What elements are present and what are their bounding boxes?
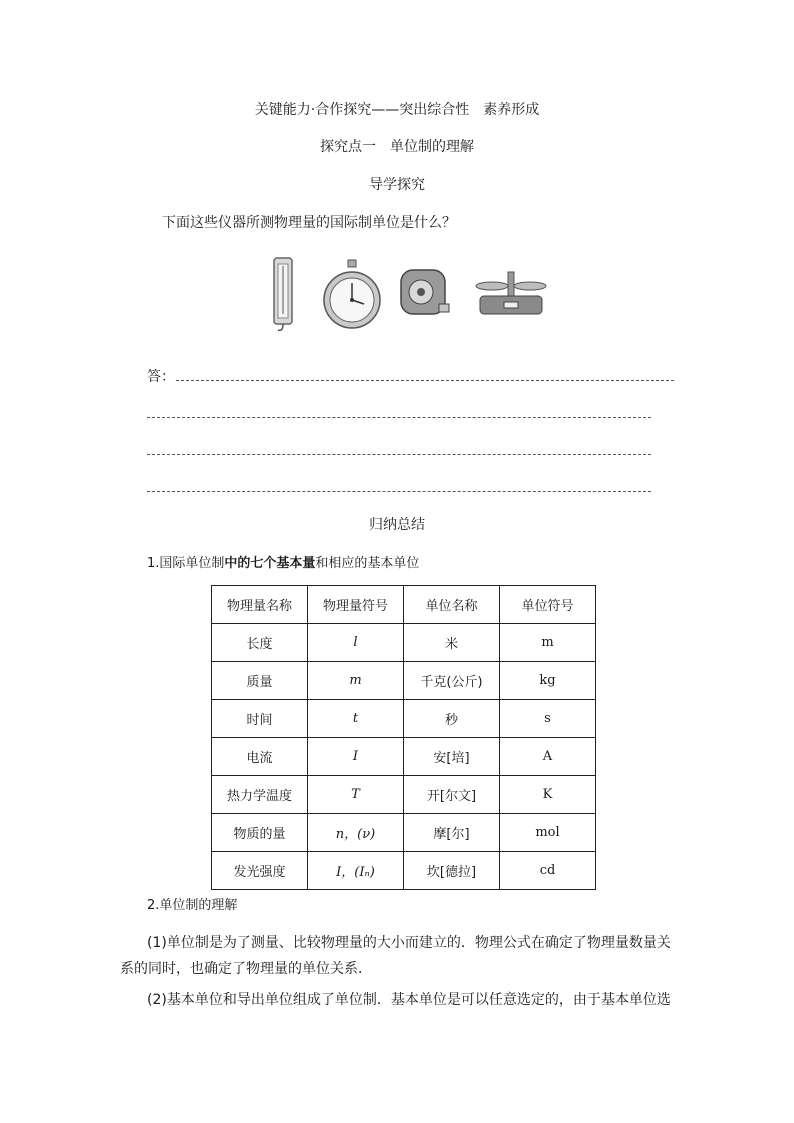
unit-name: 摩[尔] — [404, 814, 500, 852]
section-title: 关键能力·合作探究——突出综合性 素养形成 — [254, 102, 540, 118]
quantity-symbol: I — [308, 738, 404, 776]
instrument-images — [0, 256, 794, 336]
guided-heading: 导学探究 — [369, 177, 425, 193]
unit-symbol: s — [500, 700, 596, 738]
table-header-row — [212, 586, 596, 624]
table-header-cell: 物理量名称 — [212, 586, 308, 624]
table-row — [212, 700, 596, 738]
unit-symbol: kg — [500, 662, 596, 700]
quantity-name: 质量 — [212, 662, 308, 700]
unit-name: 秒 — [404, 700, 500, 738]
quantity-name: 物质的量 — [212, 814, 308, 852]
quantity-symbol: m — [308, 662, 404, 700]
unit-symbol: A — [500, 738, 596, 776]
unit-name: 开[尔文] — [404, 776, 500, 814]
si-units-table — [211, 585, 596, 890]
table-row — [212, 624, 596, 662]
quantity-name: 长度 — [212, 624, 308, 662]
tape-measure-icon — [399, 256, 451, 326]
table-header-cell: 单位名称 — [404, 586, 500, 624]
table-header-cell: 单位符号 — [500, 586, 596, 624]
answer-label: 答： — [147, 369, 175, 385]
table-row — [212, 776, 596, 814]
paragraph-2: (2)基本单位和导出单位组成了单位制．基本单位是可以任意选定的，由于基本单位选 — [147, 992, 671, 1008]
quantity-symbol: I，(Iₙ) — [308, 852, 404, 890]
quantity-symbol: t — [308, 700, 404, 738]
table-row — [212, 738, 596, 776]
unit-name: 千克(公斤) — [404, 662, 500, 700]
unit-symbol: mol — [500, 814, 596, 852]
quantity-symbol: n，(ν) — [308, 814, 404, 852]
section-1-title: 1.国际单位制中的七个基本量和相应的基本单位 — [147, 556, 420, 571]
table-row — [212, 814, 596, 852]
question-text: 下面这些仪器所测物理量的国际制单位是什么？ — [162, 215, 456, 231]
table-row — [212, 662, 596, 700]
quantity-name: 时间 — [212, 700, 308, 738]
quantity-name: 发光强度 — [212, 852, 308, 890]
unit-name: 安[培] — [404, 738, 500, 776]
answer-line[interactable] — [147, 454, 651, 455]
quantity-name: 电流 — [212, 738, 308, 776]
section-2-title: 2.单位制的理解 — [147, 898, 238, 913]
answer-line[interactable] — [176, 380, 674, 381]
answer-line[interactable] — [147, 417, 651, 418]
stopwatch-icon — [322, 256, 382, 334]
unit-symbol: m — [500, 624, 596, 662]
balance-scale-icon — [474, 256, 548, 326]
unit-symbol: K — [500, 776, 596, 814]
answer-line[interactable] — [147, 491, 651, 492]
subsection-title: 探究点一 单位制的理解 — [320, 139, 474, 155]
summary-heading: 归纳总结 — [369, 517, 425, 533]
unit-symbol: cd — [500, 852, 596, 890]
paragraph-1: (1)单位制是为了测量、比较物理量的大小而建立的．物理公式在确定了物理量数量关系的同时，也确定了物理量的单位关系． — [120, 935, 671, 977]
spring-scale-icon — [272, 256, 296, 334]
quantity-symbol: T — [308, 776, 404, 814]
quantity-symbol: l — [308, 624, 404, 662]
table-header-cell: 物理量符号 — [308, 586, 404, 624]
quantity-name: 热力学温度 — [212, 776, 308, 814]
unit-name: 坎[德拉] — [404, 852, 500, 890]
unit-name: 米 — [404, 624, 500, 662]
table-row — [212, 852, 596, 890]
